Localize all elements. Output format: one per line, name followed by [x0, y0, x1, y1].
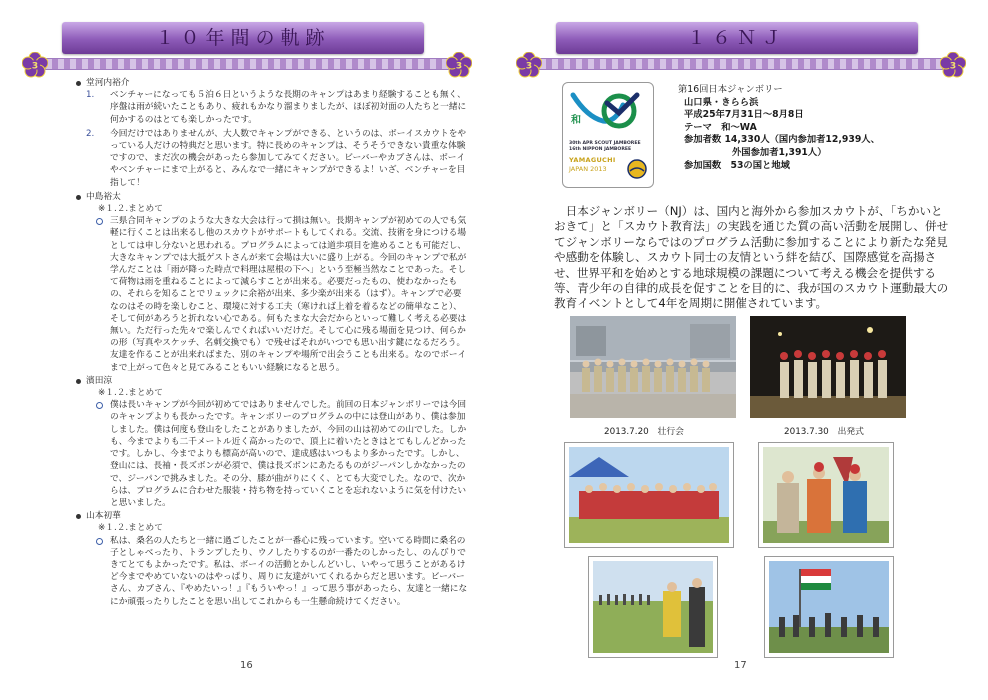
right-badge-number-a: 3 [525, 61, 533, 72]
event-participants [678, 134, 880, 147]
item-text: 三県合同キャンプのような大きな大会は行って損は無い。長期キャンプが初めての人でも気軽に行くことは出来るし他のスカウトがサポートもしてくれる。交流、技術を身につける場としては申し分ないと思われる。プログラムによっては道歩項目を進めることも可能だし、大きなキャンプでは大抵ゲストさんが来て会場は大いに盛り上がる。今回のキャンプで私が学んだことは「雨が降った時点で料理は屋根の下へ」という至極当然なことであった。そして荷物は雨を重ねることによって減らすことが出来る。必要だったもの、使わなかったもの、それらを知ることでリュックに余裕が出来、多少楽が出来る（はず）。キャンプで必要なのはその時を楽しむこと、環境に対する工夫（寒ければ上着を着るなどの簡単なこと）、そして何があろうと折れない心である。何もたまな大会だからといって難しく考える必要は無い。ただ行った先々で楽しんでくればいいだけだ。そして心に残る場面を見つけ、何らかの形（写真やスケッチ、名刺交換でも）で残せばそれがいつでも思い出す鍵になるだろう。友達を作ることが出来ればまた、別のキャンプや場所で出会うことも出来る。なのでボーイまで上がって色々と見てみることもいい経験になると思う。 [110, 216, 467, 373]
right-page-title: １６ＮＪ [686, 27, 787, 49]
item-text: 僕は長いキャンプが今回が初めてではありませんでした。前回の日本ジャンボリーでは今回のキャンプよりも長かったです。キャンボリーのプログラムの中には登山があり、僕は参加しました。僕は何度も登山をしたことがありましたが、今回の山は初めての山でした。しかも、今までよりも二千メートル近く高かったので、頂上に着いたときはとてもしんどかったです。しかし、今までよりも標高が高いので、達成感はいつもより多かったです。しかし、登山には、長袖・長ズボンが必須で、僕は長ズボンにあたるものがジーパンしかなかったので、ジーパンで挑みました。その分、膝が曲がりにくく、とても大変でした。なので、次からは、プログラムに合わせた服装・持ち物を持っていくことを忘れないように気を付けたいと思いました。 [110, 400, 467, 508]
event-info [678, 84, 880, 172]
right-title-banner [556, 22, 918, 54]
logo-brand2: JAPAN 2013 [569, 165, 607, 173]
person-block [76, 375, 470, 387]
person-name: 堂河内裕介 [86, 78, 130, 88]
subhead: ※１.２.まとめて [98, 523, 163, 534]
left-title-banner [62, 22, 424, 54]
event-countries: 参加国数 53の国と地域 [684, 159, 790, 171]
friends-photo [763, 447, 889, 543]
left-page-number: 16 [240, 660, 253, 671]
item-number: 2. [86, 128, 95, 139]
ring-bullet-icon [96, 538, 103, 545]
bullet-icon [76, 195, 81, 200]
right-page [494, 0, 988, 700]
event-place: 山口県・きらら浜 [684, 96, 759, 108]
photo-frame [764, 556, 894, 658]
logo-wa-text: 和 [571, 115, 581, 126]
field-photo [593, 561, 713, 653]
person-name: 山本初華 [86, 511, 121, 522]
right-badge-number-b: 3 [949, 61, 957, 72]
bullet-icon [76, 514, 81, 519]
person-block [76, 77, 470, 89]
item-number: 1. [86, 90, 95, 101]
event-date: 平成25年7月31日～8月8日 [684, 109, 804, 121]
nj-description: 日本ジャンボリー（NJ）は、国内と海外から参加スカウトが、「ちかいとおきて」と「スカウト教育法」の実践を通じた質の高い活動を展開し、併せてジャンボリーならではのプログラム活動に参加することにより新たな発見や感動を体験し、スカウト同士の友情という絆を結び、国際感覚を高揚させ、世界平和を始めとする地球規模の課題について考える機会を提供する等、青少年の自律的成長を促すことを目的に、我が国のスカウト運動最大の教育イベントとして4年を周期に開催されています。 [554, 204, 949, 311]
right-decor-stripe [534, 58, 957, 72]
person-block [76, 510, 470, 522]
left-flower-badge-left [22, 52, 48, 78]
photo-send-off-party [570, 316, 736, 418]
ring-bullet-icon [96, 218, 103, 225]
right-flower-badge-right [940, 52, 966, 78]
photo-caption-departure: 2013.7.30 出発式 [784, 427, 864, 437]
subhead: ※１.２.まとめて [98, 388, 163, 399]
right-page-number: 17 [734, 660, 747, 671]
item-text: ベンチャーになっても５泊６日というような長期のキャンプはあまり経験することも無く、序盤は雨が続いたこともあり、疲れもかなり溜まりましたが、ほぼ初対面の人たちと一緒に何かするのはとても楽しかったです。 [110, 90, 467, 125]
event-theme: テーマ 和～WA [684, 121, 757, 133]
photo-frame [758, 442, 894, 548]
group-photo-tent [569, 447, 729, 543]
logo-brand: YAMAGUCHI [569, 156, 616, 164]
list-item [76, 535, 470, 608]
list-item [76, 215, 470, 374]
list-item [76, 89, 470, 126]
logo-caption [569, 141, 641, 153]
left-decor-stripe [40, 58, 463, 72]
bullet-icon [76, 81, 81, 86]
left-page-title: １０年間の軌跡 [155, 27, 331, 49]
left-badge-number-a: 3 [31, 61, 39, 72]
left-badge-number-b: 3 [455, 61, 463, 72]
left-flower-badge-right [446, 52, 472, 78]
subhead: ※１.２.まとめて [98, 204, 163, 215]
participants-label: 参加者数 [684, 134, 722, 146]
sun-emblem-icon [627, 159, 647, 179]
logo-line1: 30th APR SCOUT JAMBOREE [569, 141, 641, 146]
item-text: 今回だけではありませんが、大人数でキャンプができる、というのは、ボーイスカウトをやっている人だけの特典だと思います。特に長めのキャンプは、そうそうできない貴重な体験ですので、まだ次の機会があったら参加してみてください。ビーバーやカブさんは、ボーイやベンチャーにまで上がると、みんなで一緒にキャンプができるよ！いざ、ベンチャーを目指して！ [110, 128, 467, 188]
list-item [76, 399, 470, 509]
photo-frame [588, 556, 718, 658]
photo-frame [564, 442, 734, 548]
logo-line2: 16th NIPPON JAMBOREE [569, 147, 632, 152]
jamboree-logo [562, 82, 654, 188]
left-body-text [76, 76, 470, 608]
photo-caption-send-off: 2013.7.20 壮行会 [604, 427, 684, 437]
event-title: 第16回日本ジャンボリー [678, 84, 783, 95]
participants-foreign: 外国参加者1,391人） [732, 146, 827, 158]
person-name: 濱田涼 [86, 375, 113, 386]
item-text: 私は、桑名の人たちと一緒に過ごしたことが一番心に残っています。空いてる時間に桑名の子としゃべったり、トランプしたり、ウノしたりするのが一番たのしかったし、のんびりできてとてもよかったです。私は、ボーイの活動とかしんどいし、いやって思うことがあるけど今までやめていないのはやっぱり、周りに友達がいてくれるからだと思います。ビーバーさん、カブさん、『やめたいっ！』『もういやっ！』って思う事があったら、友達と一緒になにか頑張ったりしたことを思い出してこれからも一生懸命続けてください。 [110, 535, 468, 607]
flag-photo [769, 561, 889, 653]
list-item [76, 128, 470, 189]
person-block [76, 191, 470, 203]
right-flower-badge-left [516, 52, 542, 78]
person-name: 中島裕太 [86, 191, 121, 202]
ring-bullet-icon [96, 402, 103, 409]
bullet-icon [76, 379, 81, 384]
photo-departure-ceremony [750, 316, 906, 418]
participants-value: 14,330人（国内参加者12,939人、 [724, 134, 880, 146]
